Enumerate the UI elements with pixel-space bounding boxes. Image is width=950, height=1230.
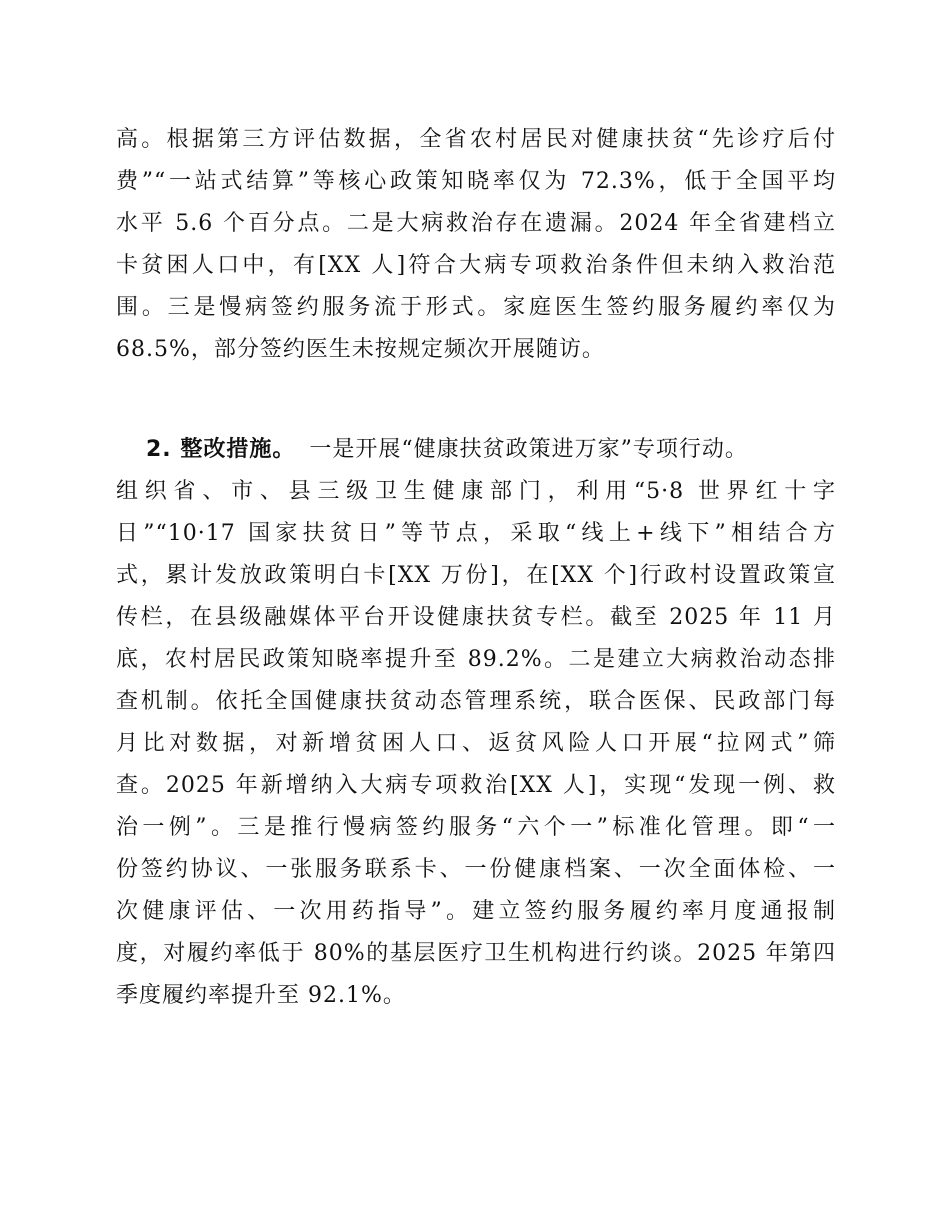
text-line: 查。2025 年新增纳入大病专项救治[XX 人]，实现“发现一例、救 (116, 773, 836, 798)
text-line: 围。三是慢病签约服务流于形式。家庭医生签约服务履约率仅为 (116, 295, 836, 320)
text-line: 68.5%，部分签约医生未按规定频次开展随访。 (116, 337, 605, 362)
paragraph-problems (116, 119, 836, 371)
text-line: 日”“10·17 国家扶贫日”等节点，采取“线上+线下”相结合方 (116, 521, 836, 546)
section-heading: 2. 整改措施。 (146, 437, 296, 462)
text-line: 传栏，在县级融媒体平台开设健康扶贫专栏。截至 2025 年 11 月 (116, 605, 836, 630)
text-line: 季度履约率提升至 92.1%。 (116, 983, 406, 1008)
text-line: 治一例”。三是推行慢病签约服务“六个一”标准化管理。即“一 (116, 815, 836, 840)
text-line: 度，对履约率低于 80%的基层医疗卫生机构进行约谈。2025 年第四 (116, 941, 836, 966)
text-line: 次健康评估、一次用药指导”。建立签约服务履约率月度通报制 (116, 899, 836, 924)
text-line-rest: 一是开展“健康扶贫政策进万家”专项行动。 (309, 437, 748, 462)
text-line: 底，农村居民政策知晓率提升至 89.2%。二是建立大病救治动态排 (116, 647, 836, 672)
text-line-first (116, 429, 836, 471)
paragraph-measures (116, 429, 836, 1017)
text-line: 费”“一站式结算”等核心政策知晓率仅为 72.3%，低于全国平均 (116, 169, 836, 194)
text-line: 组织省、市、县三级卫生健康部门，利用“5·8 世界红十字 (116, 479, 836, 504)
text-line: 水平 5.6 个百分点。二是大病救治存在遗漏。2024 年全省建档立 (116, 211, 836, 236)
text-line: 份签约协议、一张服务联系卡、一份健康档案、一次全面体检、一 (116, 857, 836, 882)
text-line: 卡贫困人口中，有[XX 人]符合大病专项救治条件但未纳入救治范 (116, 253, 836, 278)
text-line: 式，累计发放政策明白卡[XX 万份]，在[XX 个]行政村设置政策宣 (116, 563, 836, 588)
text-line: 高。根据第三方评估数据，全省农村居民对健康扶贫“先诊疗后付 (116, 127, 836, 152)
text-line: 查机制。依托全国健康扶贫动态管理系统，联合医保、民政部门每 (116, 689, 836, 714)
text-line: 月比对数据，对新增贫困人口、返贫风险人口开展“拉网式”筛 (116, 731, 836, 756)
